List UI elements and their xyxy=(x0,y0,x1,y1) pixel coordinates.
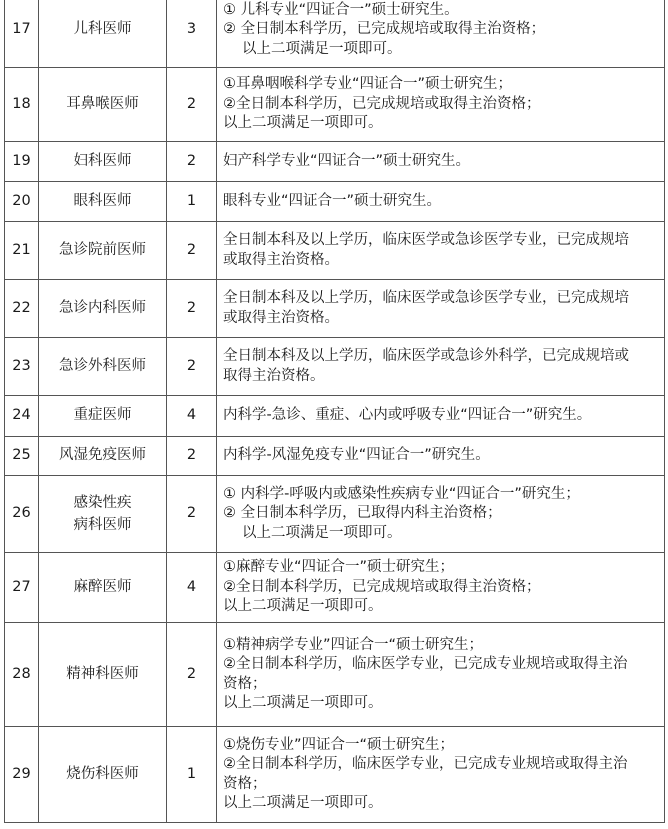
table-row xyxy=(5,182,665,222)
requirement-line: 资格； xyxy=(223,775,267,792)
row-number: 17 xyxy=(5,0,39,68)
requirement-line: ② 全日制本科学历，已完成规培或取得主治资格； xyxy=(223,21,546,38)
table-row xyxy=(5,727,665,823)
requirements xyxy=(217,280,665,338)
headcount: 3 xyxy=(167,0,217,68)
headcount: 2 xyxy=(167,476,217,553)
position-name: 妇科医师 xyxy=(39,142,167,182)
requirement-line: 内科学-风湿免疫专业“四证合一”研究生。 xyxy=(223,447,490,464)
requirements xyxy=(217,142,665,182)
row-number: 26 xyxy=(5,476,39,553)
requirement-line: 全日制本科及以上学历，临床医学或急诊医学专业，已完成规培 xyxy=(223,232,629,248)
requirements xyxy=(217,623,665,727)
requirement-line: ①精神病学专业”四证合一“硕士研究生； xyxy=(223,636,484,653)
headcount: 1 xyxy=(167,727,217,823)
row-number: 18 xyxy=(5,68,39,142)
table-row xyxy=(5,396,665,437)
recruitment-table xyxy=(4,0,665,823)
requirement-line: 眼科专业“四证合一”硕士研究生。 xyxy=(223,192,442,209)
headcount: 4 xyxy=(167,396,217,437)
requirements xyxy=(217,222,665,280)
requirement-line: ②全日制本科学历，临床医学专业，已完成专业规培或取得主治 xyxy=(223,656,628,672)
requirement-line: 内科学-急诊、重症、心内或呼吸专业“四证合一”研究生。 xyxy=(223,407,592,424)
requirements xyxy=(217,0,665,68)
position-name: 急诊院前医师 xyxy=(39,222,167,280)
row-number: 23 xyxy=(5,338,39,396)
row-number: 27 xyxy=(5,553,39,623)
requirement-line: ① 儿科专业“四证合一”硕士研究生。 xyxy=(223,1,459,18)
table-row xyxy=(5,0,665,68)
headcount: 2 xyxy=(167,68,217,142)
row-number: 29 xyxy=(5,727,39,823)
requirement-line: 取得主治资格。 xyxy=(223,367,325,384)
headcount: 2 xyxy=(167,222,217,280)
requirements xyxy=(217,727,665,823)
table-row xyxy=(5,437,665,476)
position-name: 急诊内科医师 xyxy=(39,280,167,338)
requirement-line: ①烧伤专业”四证合一“硕士研究生； xyxy=(223,736,455,753)
table-row xyxy=(5,338,665,396)
table-row xyxy=(5,68,665,142)
requirement-line: 或取得主治资格。 xyxy=(223,251,339,268)
requirements xyxy=(217,68,665,142)
headcount: 2 xyxy=(167,338,217,396)
position-name: 烧伤科医师 xyxy=(39,727,167,823)
requirement-line: ②全日制本科学历，已完成规培或取得主治资格； xyxy=(223,578,541,595)
requirement-line: ②全日制本科学历，临床医学专业，已完成专业规培或取得主治 xyxy=(223,756,628,772)
requirement-line: 以上二项满足一项即可。 xyxy=(242,40,402,57)
headcount: 4 xyxy=(167,553,217,623)
requirement-line: ② 全日制本科学历，已取得内科主治资格； xyxy=(223,505,502,522)
position-name: 耳鼻喉医师 xyxy=(39,68,167,142)
row-number: 21 xyxy=(5,222,39,280)
requirements xyxy=(217,396,665,437)
position-name: 眼科医师 xyxy=(39,182,167,222)
position-name: 麻醉医师 xyxy=(39,553,167,623)
row-number: 20 xyxy=(5,182,39,222)
requirements xyxy=(217,182,665,222)
position-name: 重症医师 xyxy=(39,396,167,437)
headcount: 2 xyxy=(167,142,217,182)
requirement-line: 以上二项满足一项即可。 xyxy=(223,695,383,711)
position-name: 风湿免疫医师 xyxy=(39,437,167,476)
requirement-line: 全日制本科及以上学历，临床医学或急诊医学专业，已完成规培 xyxy=(223,290,629,306)
position-name: 急诊外科医师 xyxy=(39,338,167,396)
requirement-line: 全日制本科及以上学历，临床医学或急诊外科学，已完成规培或 xyxy=(223,348,629,364)
requirement-line: 妇产科学专业“四证合一”硕士研究生。 xyxy=(223,152,471,169)
headcount: 2 xyxy=(167,280,217,338)
table-row xyxy=(5,623,665,727)
row-number: 25 xyxy=(5,437,39,476)
requirements xyxy=(217,437,665,476)
requirement-line: 以上二项满足一项即可。 xyxy=(223,598,383,615)
requirements xyxy=(217,338,665,396)
requirement-line: 以上二项满足一项即可。 xyxy=(223,795,383,811)
requirement-line: ①耳鼻咽喉科学专业“四证合一”硕士研究生； xyxy=(223,76,513,93)
table-row xyxy=(5,280,665,338)
headcount: 2 xyxy=(167,623,217,727)
requirement-line: ②全日制本科学历，已完成规培或取得主治资格； xyxy=(223,95,541,112)
table-row xyxy=(5,222,665,280)
requirements xyxy=(217,553,665,623)
requirement-line: ① 内科学-呼吸内或感染性疾病专业“四证合一”研究生； xyxy=(223,485,580,502)
table-row xyxy=(5,142,665,182)
requirement-line: 或取得主治资格。 xyxy=(223,309,339,326)
row-number: 28 xyxy=(5,623,39,727)
requirement-line: 以上二项满足一项即可。 xyxy=(223,115,383,132)
position-name: 精神科医师 xyxy=(39,623,167,727)
position-name-line: 病科医师 xyxy=(73,517,132,533)
table-row xyxy=(5,476,665,553)
table-row xyxy=(5,553,665,623)
row-number: 22 xyxy=(5,280,39,338)
row-number: 19 xyxy=(5,142,39,182)
headcount: 2 xyxy=(167,437,217,476)
requirement-line: 以上二项满足一项即可。 xyxy=(242,524,402,541)
position-name: 儿科医师 xyxy=(39,0,167,68)
requirement-line: ①麻醉专业“四证合一”硕士研究生； xyxy=(223,559,455,576)
requirement-line: 资格； xyxy=(223,675,267,692)
row-number: 24 xyxy=(5,396,39,437)
position-name-line: 感染性疾 xyxy=(73,495,132,511)
position-name xyxy=(39,476,167,553)
headcount: 1 xyxy=(167,182,217,222)
requirements xyxy=(217,476,665,553)
